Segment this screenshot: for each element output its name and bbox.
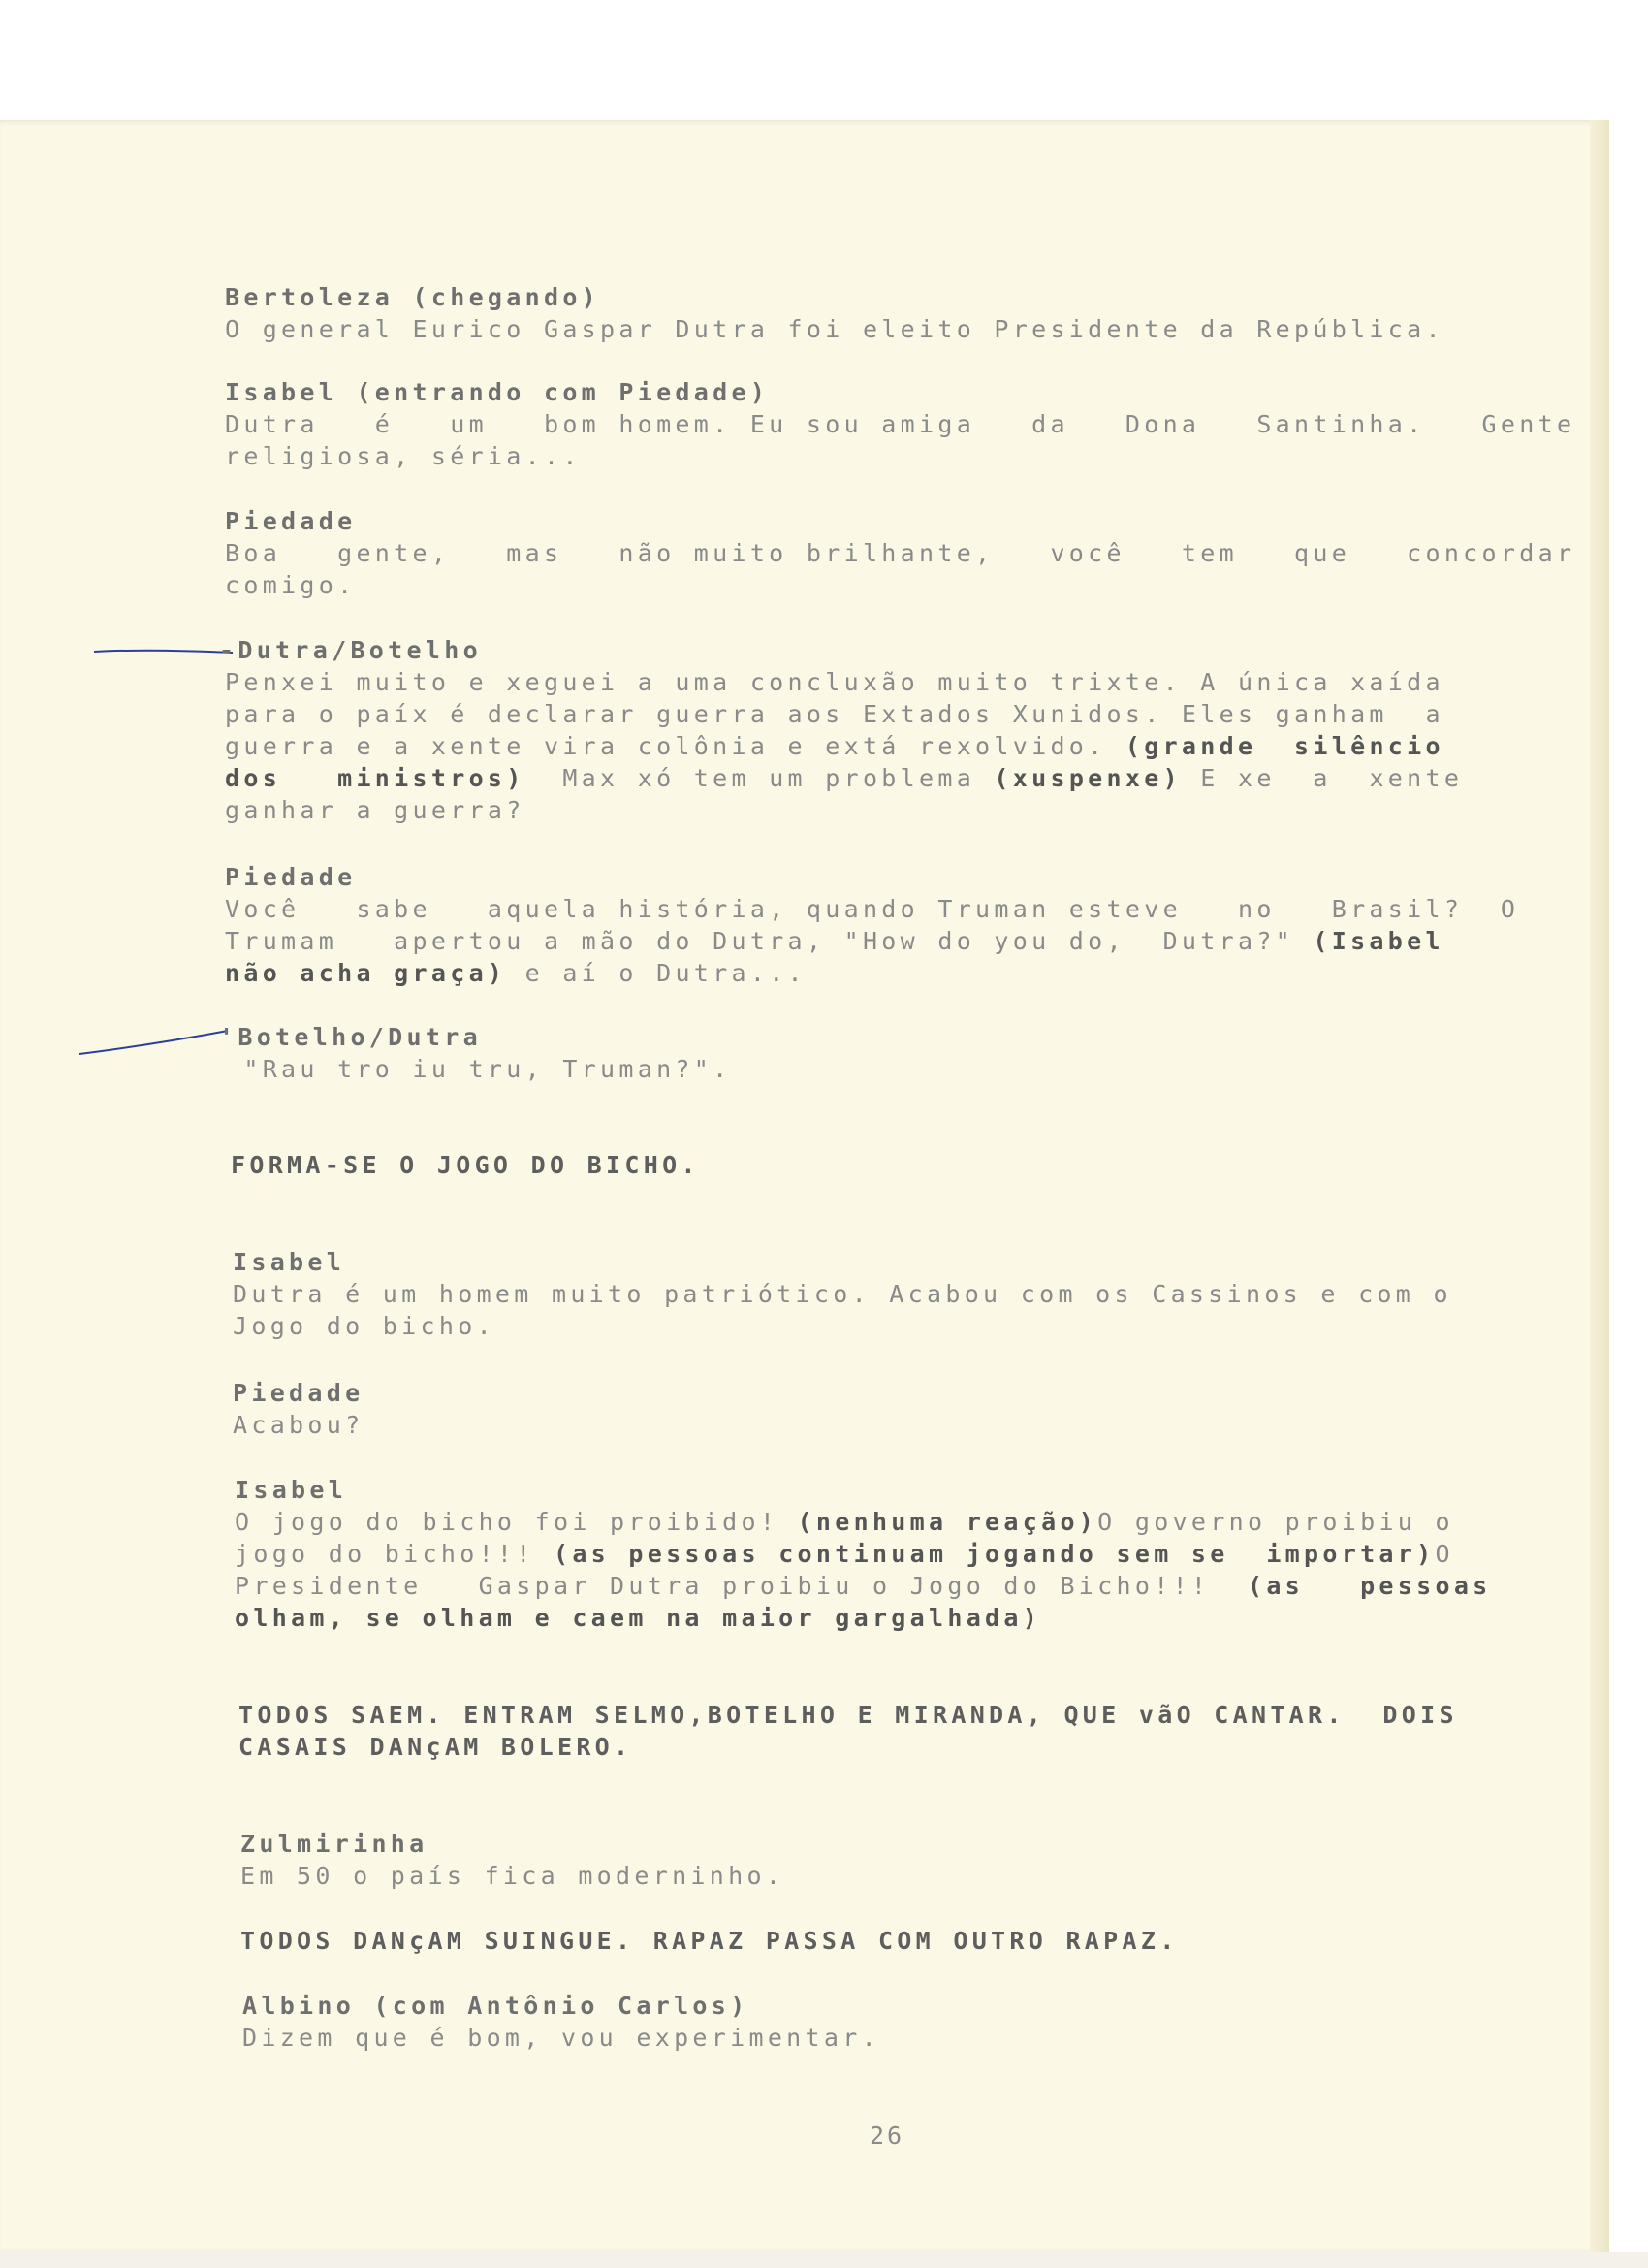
dialogue-text: Trumam apertou a mão do Dutra, "How do you do, Dutra?" (225, 927, 1314, 955)
stage-direction: (Isabel (1313, 927, 1444, 955)
stage-direction: (nenhuma reação) (778, 1508, 1098, 1536)
speaker-name: Isabel (entrando com Piedade) (225, 378, 770, 406)
dialogue-line (235, 1538, 1495, 1570)
stage-direction: não acha graça) (225, 959, 507, 987)
dialogue-line: Dutra é um bom homem. Eu sou amiga da Dona Santinha. Gente (225, 410, 1576, 438)
speaker-name: Zulmirinha (240, 1830, 428, 1858)
dialogue-line (225, 925, 1485, 957)
stage-direction: TODOS SAEM. ENTRAM SELMO,BOTELHO E MIRANDA, QUE vãO CANTAR. DOIS (238, 1701, 1458, 1729)
speaker-name: Albino (com Antônio Carlos) (242, 1992, 749, 2020)
scan-bottom-margin (0, 2252, 1648, 2268)
stage-direction-block (231, 1149, 1491, 1181)
dialogue-line: Em 50 o país fica moderninho. (240, 1862, 785, 1890)
stage-direction: olham, se olham e caem na maior gargalhada) (235, 1604, 1042, 1632)
dialogue-piedade-1 (225, 505, 1576, 601)
dialogue-line: Acabou? (233, 1411, 364, 1439)
dialogue-zulmirinha (240, 1828, 1501, 1892)
dialogue-dutra-botelho (219, 634, 1485, 826)
dialogue-piedade-3 (233, 1377, 1493, 1441)
stage-direction: TODOS DANçAM SUINGUE. RAPAZ PASSA COM OUTRO RAPAZ. (240, 1927, 1179, 1955)
speaker-name: Isabel (233, 1248, 346, 1276)
dialogue-line: O general Eurico Gaspar Dutra foi eleito Presidente da República. (225, 315, 1444, 343)
stage-direction-block (238, 1699, 1499, 1763)
dialogue-line (225, 957, 1485, 989)
dialogue-albino (242, 1990, 1503, 2054)
stage-direction: CASAIS DANçAM BOLERO. (238, 1733, 633, 1761)
dialogue-line: para o paíx é declarar guerra aos Extados Xunidos. Eles ganham a (225, 700, 1444, 728)
speaker-name: -Dutra/Botelho (219, 636, 482, 664)
dialogue-isabel-1 (225, 376, 1576, 472)
pen-mark-line (92, 640, 238, 659)
speaker-name: 'Botelho/Dutra (219, 1023, 482, 1051)
dialogue-line (235, 1506, 1495, 1538)
stage-direction: (xuspenxe) (994, 764, 1182, 792)
speaker-name: Isabel (235, 1476, 348, 1504)
dialogue-line: Dizem que é bom, vou experimentar. (242, 2024, 880, 2052)
dialogue-text: O governo proibiu o (1097, 1508, 1454, 1536)
dialogue-line: religiosa, séria... (225, 442, 582, 470)
dialogue-botelho-dutra (219, 1021, 1485, 1085)
dialogue-piedade-2 (225, 861, 1520, 989)
dialogue-line: "Rau tro iu tru, Truman?". (225, 1055, 732, 1083)
dialogue-line: comigo. (225, 571, 357, 599)
dialogue-line (225, 730, 1485, 762)
stage-direction-block (240, 1925, 1501, 1957)
stage-direction: (grande silêncio (1125, 732, 1444, 760)
dialogue-text: jogo do bicho!!! (235, 1540, 535, 1568)
pen-mark-line (78, 1023, 233, 1062)
dialogue-text: e aí o Dutra... (506, 959, 807, 987)
page-edge-shadow (1590, 120, 1609, 2253)
speaker-name: Bertoleza (chegando) (225, 283, 601, 311)
speaker-name: Piedade (225, 863, 357, 891)
dialogue-text: O jogo do bicho foi proibido! (235, 1508, 779, 1536)
dialogue-line (225, 762, 1485, 794)
dialogue-line: Jogo do bicho. (233, 1312, 495, 1340)
dialogue-bertoleza (225, 281, 1485, 345)
stage-direction: FORMA-SE O JOGO DO BICHO. (231, 1151, 700, 1179)
page-number: 26 (870, 2122, 905, 2150)
speaker-name: Piedade (233, 1379, 364, 1407)
dialogue-isabel-2 (233, 1246, 1493, 1342)
dialogue-isabel-3 (235, 1474, 1495, 1634)
dialogue-line (235, 1570, 1495, 1602)
dialogue-line: Dutra é um homem muito patriótico. Acabou com os Cassinos e com o (233, 1280, 1452, 1308)
dialogue-line: Boa gente, mas não muito brilhante, você tem que concordar (225, 539, 1576, 567)
dialogue-line: Você sabe aquela história, quando Truman esteve no Brasil? O (225, 895, 1520, 923)
dialogue-text: O (1435, 1540, 1454, 1568)
stage-direction: dos ministros) (225, 764, 525, 792)
stage-direction: (as pessoas continuam jogando sem se importar) (534, 1540, 1436, 1568)
dialogue-text: Max xó tem um problema (524, 764, 976, 792)
dialogue-text: E xe a xente (1181, 764, 1464, 792)
speaker-name: Piedade (225, 507, 357, 535)
dialogue-line: Penxei muito e xeguei a uma concluxão muito trixte. A única xaída (225, 668, 1444, 696)
dialogue-text: Presidente Gaspar Dutra proibiu o Jogo do Bicho!!! (235, 1572, 1211, 1600)
dialogue-line: ganhar a guerra? (225, 796, 525, 824)
stage-direction: (as pessoas (1210, 1572, 1492, 1600)
dialogue-text: guerra e a xente vira colônia e extá rexolvido. (225, 732, 1107, 760)
